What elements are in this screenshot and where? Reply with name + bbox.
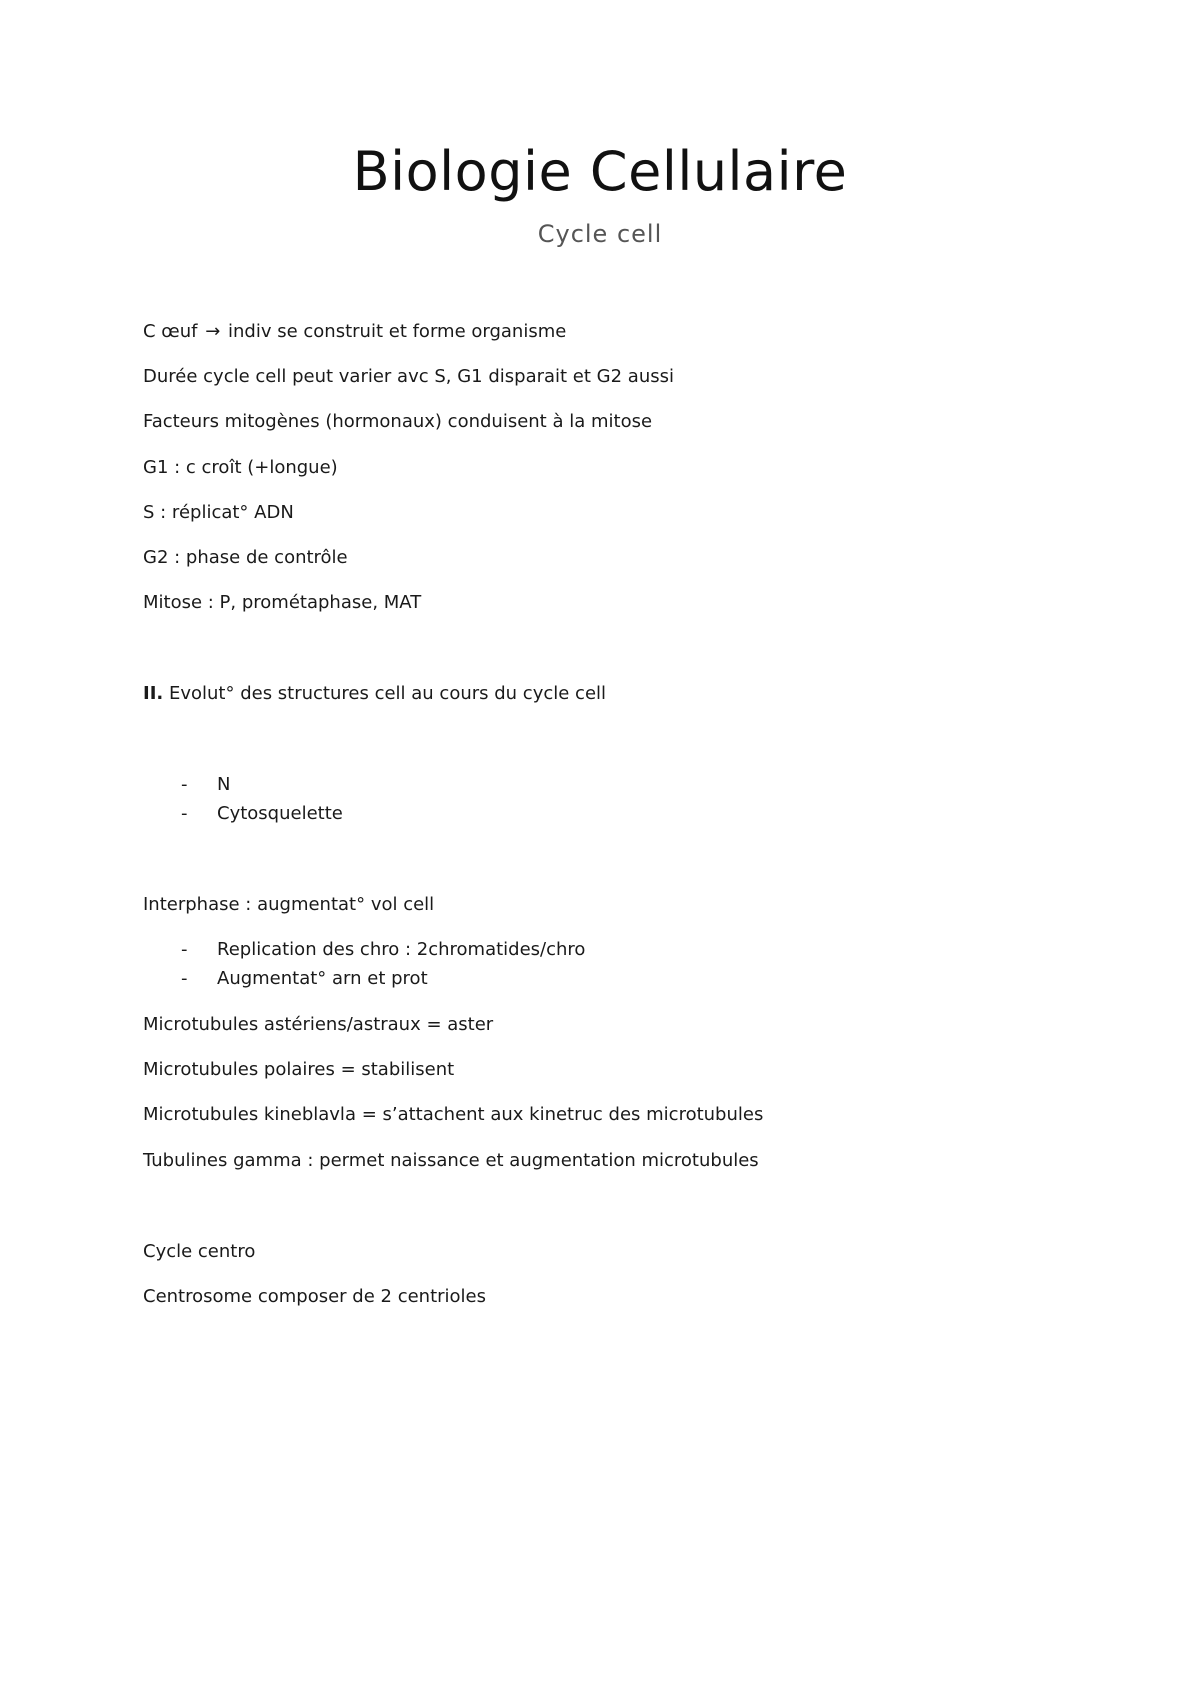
paragraph-microtubules-polaires: Microtubules polaires = stabilisent	[143, 1059, 455, 1080]
paragraph-microtubules-asteriens: Microtubules astériens/astraux = aster	[143, 1014, 494, 1035]
bullet-dash: -	[181, 968, 188, 989]
list-item	[181, 773, 230, 797]
list-item-text: Cytosquelette	[217, 803, 343, 824]
paragraph-facteurs: Facteurs mitogènes (hormonaux) conduisent à la mitose	[143, 411, 653, 432]
paragraph-microtubules-kine: Microtubules kineblavla = s’attachent aux kinetruc des microtubules	[143, 1104, 764, 1125]
section-heading-text: Evolut° des structures cell au cours du cycle cell	[168, 683, 607, 704]
section-heading-ii	[143, 682, 606, 706]
list-item-text: N	[217, 774, 231, 795]
paragraph-cycle-centro: Cycle centro	[143, 1241, 256, 1262]
document-subtitle: Cycle cell	[537, 220, 663, 248]
paragraph-duree: Durée cycle cell peut varier avc S, G1 disparait et G2 aussi	[143, 366, 674, 387]
list-item	[181, 967, 428, 991]
section-number: II.	[143, 683, 164, 704]
bullet-dash: -	[181, 803, 188, 824]
paragraph-g1: G1 : c croît (+longue)	[143, 457, 338, 478]
list-item	[181, 802, 343, 826]
paragraph-centrosome: Centrosome composer de 2 centrioles	[143, 1286, 487, 1307]
paragraph-tubulines: Tubulines gamma : permet naissance et augmentation microtubules	[143, 1150, 759, 1171]
list-item-text: Replication des chro : 2chromatides/chro	[217, 939, 586, 960]
paragraph-oeuf-start: C œuf	[143, 321, 198, 342]
bullet-dash: -	[181, 774, 188, 795]
paragraph-oeuf-end: indiv se construit et forme organisme	[228, 321, 567, 342]
paragraph-g2: G2 : phase de contrôle	[143, 547, 348, 568]
arrow-right-icon: →	[205, 321, 221, 342]
list-item	[181, 938, 585, 962]
list-item-text: Augmentat° arn et prot	[217, 968, 428, 989]
document-title: Biologie Cellulaire	[352, 140, 848, 203]
bullet-dash: -	[181, 939, 188, 960]
paragraph-interphase: Interphase : augmentat° vol cell	[143, 894, 435, 915]
paragraph-mitose: Mitose : P, prométaphase, MAT	[143, 592, 422, 613]
paragraph-s: S : réplicat° ADN	[143, 502, 294, 523]
paragraph-oeuf	[143, 320, 566, 344]
